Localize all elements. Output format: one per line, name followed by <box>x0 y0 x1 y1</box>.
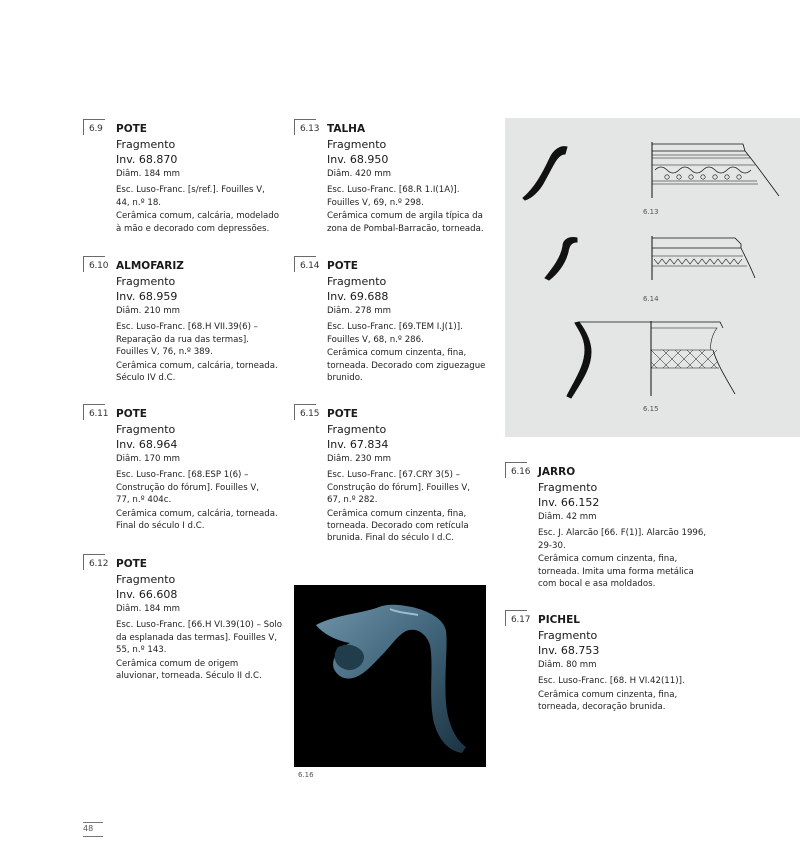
description-line: Cerâmica comum de argila típica da <box>327 211 483 222</box>
entry-subtitle: Fragmento <box>116 138 176 151</box>
entry-title: POTE <box>116 123 147 135</box>
entry-marker <box>505 610 506 626</box>
description-line: Cerâmica comum cinzenta, fina, <box>538 689 678 700</box>
entry-number: 6.17 <box>511 615 531 625</box>
entry-subtitle: Fragmento <box>327 138 387 151</box>
figure-caption: 6.15 <box>643 405 659 413</box>
entry-title: POTE <box>116 408 147 420</box>
entry-description <box>538 689 710 714</box>
jarro-fragment-image <box>294 585 486 767</box>
description-line: torneada. Imita uma forma metálica <box>538 566 694 577</box>
entry-reference <box>116 469 288 506</box>
entry-marker-top <box>83 119 105 120</box>
entry-diameter: Diâm. 184 mm <box>116 169 180 179</box>
entry-title: POTE <box>116 558 147 570</box>
entry-marker-top <box>505 610 527 611</box>
entry-title: ALMOFARIZ <box>116 260 184 272</box>
reference-line: 29-30. <box>538 540 566 551</box>
entry-inventory: Inv. 68.753 <box>538 644 600 657</box>
description-line: Cerâmica comum cinzenta, fina, <box>538 554 678 565</box>
entry-inventory: Inv. 69.688 <box>327 290 389 303</box>
entry-number: 6.10 <box>89 261 109 271</box>
entry-diameter: Diâm. 80 mm <box>538 660 597 670</box>
entry-reference <box>116 321 288 358</box>
figure-caption: 6.13 <box>643 208 659 216</box>
entry-reference <box>538 675 710 687</box>
entry-number: 6.12 <box>89 559 109 569</box>
description-line: à mão e decorado com depressões. <box>116 223 270 234</box>
reference-line: Esc. J. Alarcão [66. F(1)]. Alarcão 1996, <box>538 528 707 539</box>
entry-reference <box>538 527 710 552</box>
figure-caption: 6.14 <box>643 295 659 303</box>
catalog-entry <box>83 554 288 682</box>
catalog-entry <box>294 119 499 235</box>
entry-description <box>538 553 710 590</box>
entry-marker <box>294 256 295 272</box>
entry-diameter: Diâm. 278 mm <box>327 306 391 316</box>
page-number: 48 <box>83 824 94 833</box>
entry-subtitle: Fragmento <box>116 275 176 288</box>
jarro-photo <box>294 585 486 767</box>
entry-subtitle: Fragmento <box>327 275 387 288</box>
entry-number: 6.15 <box>300 409 320 419</box>
entry-reference <box>327 469 499 506</box>
entry-diameter: Diâm. 420 mm <box>327 169 391 179</box>
entry-marker-top <box>83 404 105 405</box>
entry-diameter: Diâm. 230 mm <box>327 454 391 464</box>
entry-title: JARRO <box>538 466 576 478</box>
catalog-entry <box>83 119 288 235</box>
entry-subtitle: Fragmento <box>538 629 598 642</box>
entry-description <box>116 360 288 385</box>
reference-line: Esc. Luso-Franc. [68.ESP 1(6) – <box>116 470 249 481</box>
description-line: brunida. Final do século I d.C. <box>327 533 454 544</box>
reference-line: Esc. Luso-Franc. [s/ref.]. Fouilles V, <box>116 185 265 196</box>
entry-marker-top <box>294 119 316 120</box>
description-line: Século IV d.C. <box>116 373 176 384</box>
description-line: Cerâmica comum, calcária, modelado <box>116 211 279 222</box>
entry-inventory: Inv. 66.152 <box>538 496 600 509</box>
entry-title: POTE <box>327 408 358 420</box>
entry-marker <box>83 404 84 420</box>
entry-reference <box>116 619 288 656</box>
reference-line: Esc. Luso-Franc. [68.H VII.39(6) – <box>116 322 258 333</box>
drawings-panel <box>505 118 800 437</box>
reference-line: Esc. Luso-Franc. [66.H VI.39(10) – Solo <box>116 620 282 631</box>
entry-diameter: Diâm. 184 mm <box>116 604 180 614</box>
entry-diameter: Diâm. 170 mm <box>116 454 180 464</box>
reference-line: Esc. Luso-Franc. [68. H VI.42(11)]. <box>538 676 685 687</box>
page-number-rule <box>83 822 103 823</box>
entry-reference <box>327 321 499 346</box>
entry-inventory: Inv. 68.950 <box>327 153 389 166</box>
description-line: Cerâmica comum, calcária, torneada. <box>116 360 278 371</box>
description-line: brunido. <box>327 373 363 384</box>
pottery-profile-drawings <box>505 118 800 437</box>
entry-subtitle: Fragmento <box>327 423 387 436</box>
entry-marker <box>83 554 84 570</box>
entry-number: 6.16 <box>511 467 531 477</box>
entry-inventory: Inv. 67.834 <box>327 438 389 451</box>
entry-diameter: Diâm. 210 mm <box>116 306 180 316</box>
description-line: Cerâmica comum de origem <box>116 658 239 669</box>
page-number-rule <box>83 836 103 837</box>
entry-number: 6.14 <box>300 261 320 271</box>
reference-line: Esc. Luso-Franc. [67.CRY 3(5) – <box>327 470 461 481</box>
entry-marker <box>294 119 295 135</box>
reference-line: 77, n.º 404c. <box>116 495 172 506</box>
reference-line: da esplanada das termas]. Fouilles V, <box>116 632 278 643</box>
entry-inventory: Inv. 66.608 <box>116 588 178 601</box>
entry-marker-top <box>294 404 316 405</box>
entry-subtitle: Fragmento <box>116 423 176 436</box>
entry-subtitle: Fragmento <box>538 481 598 494</box>
drawing-pote-reticula <box>567 321 735 398</box>
description-line: com bocal e asa moldados. <box>538 579 656 590</box>
entry-reference <box>116 184 288 209</box>
description-line: Cerâmica comum cinzenta, fina, <box>327 348 467 359</box>
drawing-pote-zigzag <box>545 236 755 280</box>
entry-marker <box>505 462 506 478</box>
entry-marker <box>294 404 295 420</box>
reference-line: Fouilles V, 69, n.º 298. <box>327 197 424 208</box>
entry-number: 6.13 <box>300 124 320 134</box>
catalog-entry <box>83 256 288 384</box>
entry-marker-top <box>83 256 105 257</box>
entry-description <box>327 210 499 235</box>
reference-line: Esc. Luso-Franc. [69.TEM I.J(1)]. <box>327 322 463 333</box>
reference-line: Esc. Luso-Franc. [68.R 1.I(1A)]. <box>327 185 460 196</box>
entry-description <box>327 347 499 384</box>
reference-line: Fouilles V, 76, n.º 389. <box>116 347 213 358</box>
entry-description <box>116 508 288 533</box>
entry-marker-top <box>505 462 527 463</box>
description-line: Final do século I d.C. <box>116 521 205 532</box>
entry-description <box>327 508 499 545</box>
reference-line: 67, n.º 282. <box>327 495 378 506</box>
description-line: torneada. Decorado com ziguezague <box>327 360 486 371</box>
entry-inventory: Inv. 68.964 <box>116 438 178 451</box>
entry-description <box>116 210 288 235</box>
entry-reference <box>327 184 499 209</box>
entry-subtitle: Fragmento <box>116 573 176 586</box>
entry-diameter: Diâm. 42 mm <box>538 512 597 522</box>
catalog-entry <box>505 610 710 714</box>
entry-description <box>116 658 288 683</box>
description-line: zona de Pombal-Barracão, torneada. <box>327 223 484 234</box>
entry-marker-top <box>83 554 105 555</box>
reference-line: Reparação da rua das termas]. <box>116 334 249 345</box>
catalog-entry <box>294 256 499 384</box>
reference-line: Construção do fórum]. Fouilles V, <box>327 482 471 493</box>
entry-marker <box>83 256 84 272</box>
entry-title: POTE <box>327 260 358 272</box>
reference-line: 55, n.º 143. <box>116 645 167 656</box>
description-line: Cerâmica comum cinzenta, fina, <box>327 508 467 519</box>
entry-inventory: Inv. 68.959 <box>116 290 178 303</box>
catalog-entry <box>294 404 499 545</box>
entry-title: TALHA <box>327 123 366 135</box>
figure-caption: 6.16 <box>298 771 314 779</box>
drawing-talha <box>523 142 779 200</box>
entry-inventory: Inv. 68.870 <box>116 153 178 166</box>
catalog-entry <box>83 404 288 532</box>
entry-marker-top <box>294 256 316 257</box>
entry-number: 6.9 <box>89 124 103 134</box>
description-line: Cerâmica comum, calcária, torneada. <box>116 508 278 519</box>
reference-line: Construção do fórum]. Fouilles V, <box>116 482 260 493</box>
entry-title: PICHEL <box>538 614 580 626</box>
description-line: torneada. Decorado com retícula <box>327 521 469 532</box>
description-line: aluvionar, torneada. Século II d.C. <box>116 671 262 682</box>
catalog-entry <box>505 462 710 590</box>
entry-marker <box>83 119 84 135</box>
reference-line: Fouilles V, 68, n.º 286. <box>327 334 424 345</box>
description-line: torneada, decoração brunida. <box>538 702 666 713</box>
reference-line: 44, n.º 18. <box>116 197 162 208</box>
entry-number: 6.11 <box>89 409 109 419</box>
